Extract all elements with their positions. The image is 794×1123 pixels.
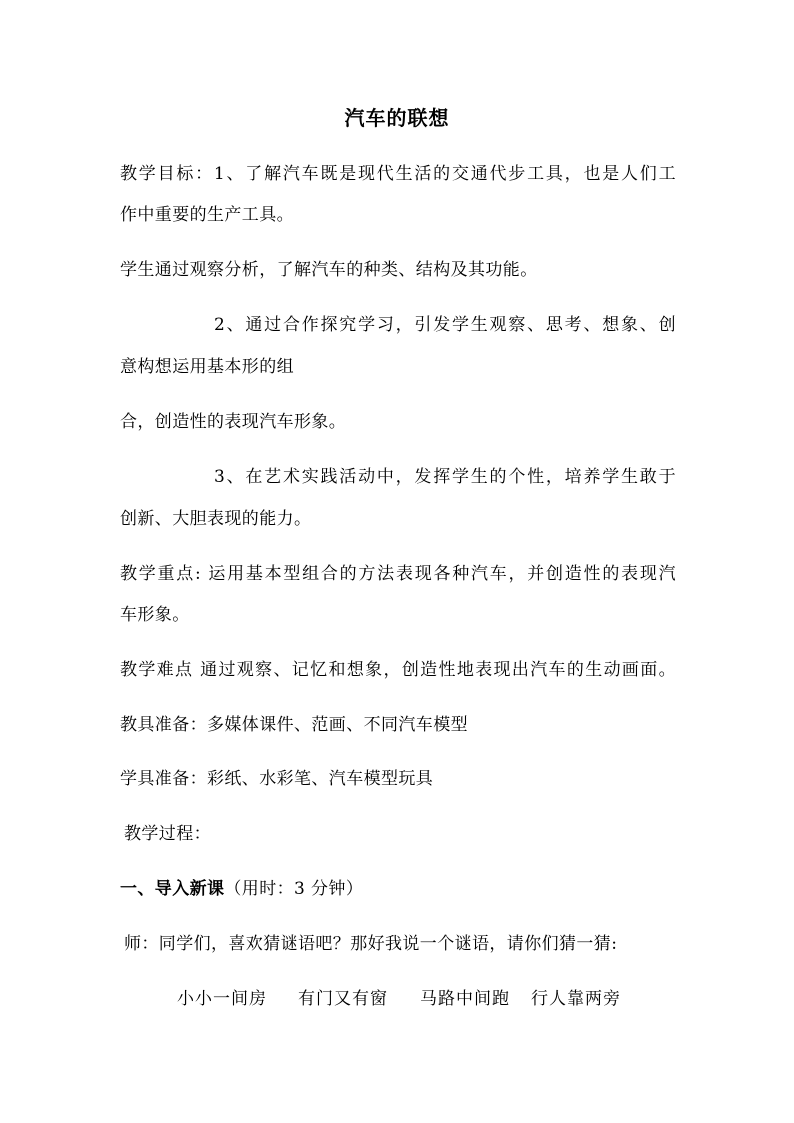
paragraph-objective-line-1: 教学目标：1、了解汽车既是现代生活的交通代步工具，也是人们工 — [120, 164, 676, 184]
paragraph-objective-2-line-1: 2、通过合作探究学习，引发学生观察、思考、想象、创 — [214, 315, 676, 335]
paragraph-difficulty: 教学难点 通过观察、记忆和想象，创造性地表现出汽车的生动画面。 — [120, 660, 676, 680]
riddle-phrase-2: 有门又有窗 — [298, 989, 388, 1009]
section-heading-label: 一、导入新课 — [120, 879, 225, 899]
section-heading-note: （用时：3 分钟） — [224, 879, 364, 899]
riddle-phrase-3: 马路中间跑 — [420, 989, 510, 1009]
paragraph-objective-3-line-1: 3、在艺术实践活动中，发挥学生的个性，培养学生敢于 — [214, 467, 676, 487]
paragraph-teacher-riddle-intro: 师：同学们，喜欢猜谜语吧？那好我说一个谜语，请你们猜一猜: — [124, 934, 618, 954]
paragraph-objective-2-line-3: 合，创造性的表现汽车形象。 — [120, 412, 347, 432]
paragraph-key-point-line-2: 车形象。 — [120, 605, 190, 625]
riddle-phrase-1: 小小一间房 — [177, 989, 267, 1009]
paragraph-objective-line-2: 作中重要的生产工具。 — [120, 205, 294, 225]
paragraph-objective-2-line-2: 意构想运用基本形的组 — [120, 357, 294, 377]
paragraph-objective-line-3: 学生通过观察分析，了解汽车的种类、结构及其功能。 — [120, 260, 538, 280]
section-heading-intro — [120, 878, 363, 900]
paragraph-learning-aids: 学具准备：彩纸、水彩笔、汽车模型玩具 — [120, 769, 434, 789]
paragraph-teaching-aids: 教具准备：多媒体课件、范画、不同汽车模型 — [120, 715, 468, 735]
paragraph-process-label: 教学过程： — [124, 824, 211, 844]
paragraph-objective-3-line-2: 创新、大胆表现的能力。 — [120, 509, 312, 529]
paragraph-key-point-line-1: 教学重点: 运用基本型组合的方法表现各种汽车，并创造性的表现汽 — [120, 564, 676, 584]
document-title: 汽车的联想 — [344, 106, 450, 130]
riddle-phrase-4: 行人靠两旁 — [531, 989, 621, 1009]
